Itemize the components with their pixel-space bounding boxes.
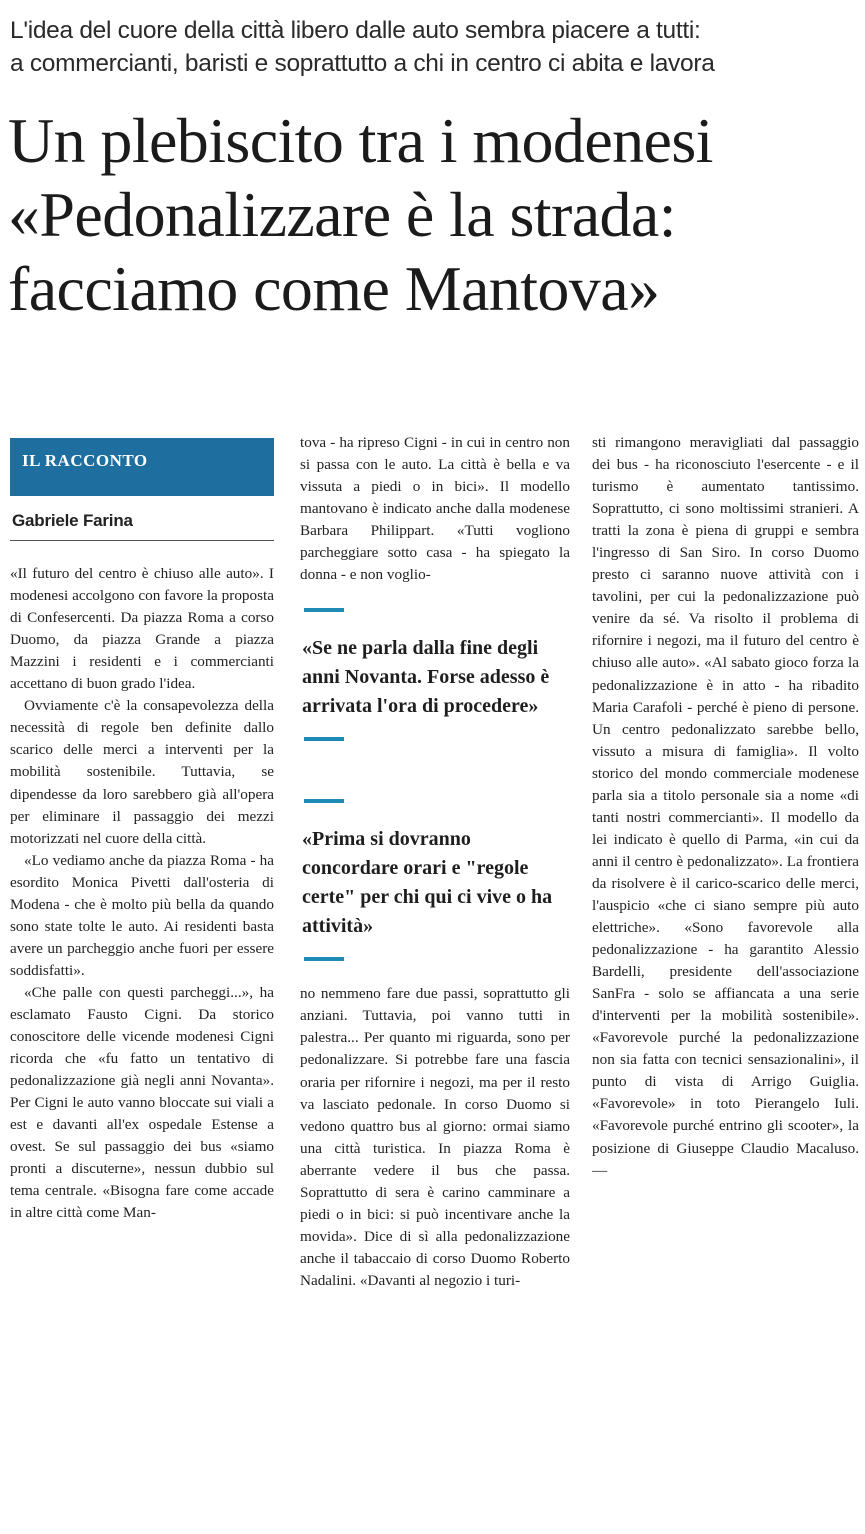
headline-line-2: «Pedonalizzare è la strada:: [8, 179, 676, 250]
headline-line-1: Un plebiscito tra i modenesi: [8, 105, 713, 176]
body-paragraph: tova - ha ripreso Cigni - in cui in centro non si passa con le auto. La città è bella e va vissuta a piedi o in bici». Il modello mantovano è indicato anche dalla modenese Barbara Philippart. «Tutti vogliono parcheggiare sotto casa - ha spiegato la donna - e non voglio-: [300, 434, 570, 584]
byline: Gabriele Farina: [12, 511, 133, 530]
kicker-line-2: a commercianti, baristi e soprattutto a chi in centro ci abita e lavora: [10, 50, 715, 77]
body-paragraph: «Il futuro del centro è chiuso alle auto». I modenesi accolgono con favore la proposta di Confesercenti. Da piazza Roma a corso Duomo, da piazza Grande a piazza Mazzini i residenti e i commercianti accettano di buon grado l'idea.: [10, 565, 274, 693]
body-paragraph: «Che palle con questi parcheggi...», ha esclamato Fausto Cigni. Da storico conoscitore delle vicende modenesi Cigni ricorda che «fu fatto un tentativo di pedonalizzazione già negli anni Novanta». Per Cigni le auto vanno bloccate sui viali a est e davanti all'ex ospedale Estense a ovest. Se sul passaggio dei bus «siamo pronti a discuterne», nessun dubbio sul tema centrale. «Bisogna fare come accade in altre città come Man-: [10, 983, 274, 1222]
pull-quote-2: [300, 799, 570, 961]
article-column-3: [592, 432, 859, 1524]
body-paragraph: sti rimangono meravigliati dal passaggio dei bus - ha riconosciuto l'esercente - e il turismo è aumentato tantissimo. Soprattutto, ci sono moltissimi stranieri. A tratti la zona è piena di gruppi e sembra l'ingresso di San Siro. In corso Duomo presto ci saranno nuove attività con i tavolini, per cui la pedonalizzazione può venire da sé. Va risolto il problema di rifornire i negozi, ma il futuro del centro è chiuso alle auto». «Al sabato gioco forza la pedonalizzazione è in atto - ha ribadito Maria Carafoli - perché è pieno di persone. Un centro pedonalizzato sarebbe bello, vissuto a misura di famiglia». Il volto storico del mondo commerciale modenese parla sia a titolo personale sia a nome «di tanti nostri commercianti». Il modello da lei indicato è quello di Parma, «in cui da anni il centro è pedonalizzato». La frontiera da risolvere è il carico-scarico delle merci, l'auspicio «che ci siano sempre più auto elettriche». «Sono favorevole alla pedonalizzazione - ha garantito Alessio Bardelli, presidente dell'associazione SanFra - solo se affiancata a una serie d'interventi per la mobilità sostenibile». «Favorevole purché la pedonalizzazione non sia fatta con tecnici sensazionalini», il punto di vista di Arrigo Guiglia. «Favorevole» in toto Pierangelo Iuli. «Favorevole purché entrino gli scooter», la posizione di Giuseppe Claudio Macaluso. —: [592, 434, 859, 1179]
pull-quote-text: «Se ne parla dalla fine degli anni Novanta. Forse adesso è arrivata l'ora di procedere»: [302, 637, 550, 718]
article-column-1: [10, 432, 274, 1524]
pull-quote-text: «Prima si dovranno concordare orari e "regole certe" per chi qui ci vive o ha attività»: [302, 828, 553, 938]
kicker-line-1: L'idea del cuore della città libero dalle auto sembra piacere a tutti:: [10, 17, 701, 44]
quote-bar-top: [304, 608, 344, 612]
section-tag-label: IL RACCONTO: [22, 451, 148, 470]
byline-divider: [10, 540, 274, 541]
quote-bar-bottom: [304, 957, 344, 961]
article-headline: [8, 104, 860, 326]
quote-bar-bottom: [304, 737, 344, 741]
article-kicker: [10, 14, 855, 80]
pull-quote-1: [300, 608, 570, 741]
body-paragraph: no nemmeno fare due passi, soprattutto gli anziani. Tuttavia, poi vanno tutti in palestra... Per quanto mi riguarda, sono per pedonalizzare. Si potrebbe fare una fascia oraria per rifornire i negozi, ma per il resto va lasciato pedonale. In corso Duomo si vedono quattro bus al giorno: ormai siamo una città turistica. In piazza Roma è aberrante vedere il bus che passa. Soprattutto di sera è carino camminare a piedi o in bici: si può incentivare anche la movida». Dice di sì alla pedonalizzazione anche il tabaccaio di corso Duomo Roberto Nadalini. «Davanti al negozio i turi-: [300, 985, 570, 1289]
headline-line-3: facciamo come Mantova»: [8, 253, 660, 324]
body-paragraph: Ovviamente c'è la consapevolezza della necessità di regole ben definite dallo scarico delle merci a interventi per la mobilità sostenibile. Tuttavia, se dipendesse da loro sarebbero già all'opera per eliminare il passaggio dei mezzi motorizzati nel cuore della città.: [10, 697, 274, 847]
quote-bar-top: [304, 799, 344, 803]
section-tag: [10, 438, 274, 496]
article-column-2: [300, 432, 570, 1524]
body-paragraph: «Lo vediamo anche da piazza Roma - ha esordito Monica Pivetti dall'osteria di Modena - che è molto più bella da quando sono state tolte le auto. Ai residenti basta avere un parcheggio anche fuori per essere soddisfatti».: [10, 851, 274, 979]
quote-spacer: [300, 763, 570, 799]
